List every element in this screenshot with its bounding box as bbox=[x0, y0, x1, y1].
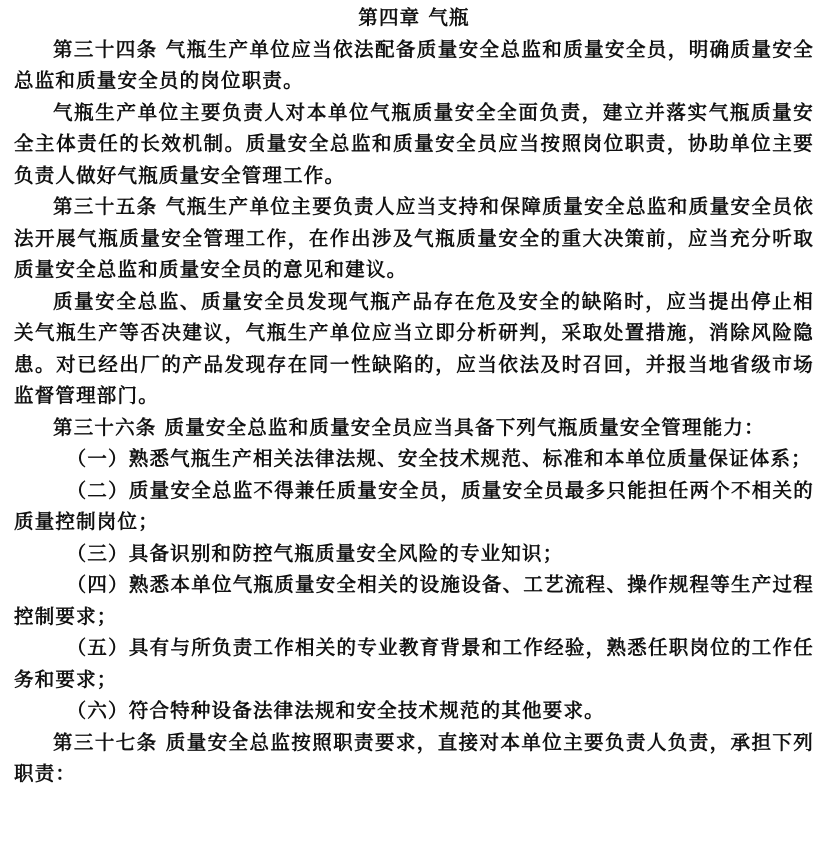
list-item: （三）具备识别和防控气瓶质量安全风险的专业知识； bbox=[66, 541, 564, 565]
article-35-paragraph: 第三十五条 气瓶生产单位主要负责人应当支持和保障质量安全总监和质量安全员依法开展气瓶质量安全管理工作，在作出涉及气瓶质量安全的重大决策前，应当充分听取质量安全总监和质量安全员的意见和建议。 bbox=[14, 195, 814, 281]
document-page bbox=[14, 0, 814, 790]
article-34-responsibility-paragraph: 气瓶生产单位主要负责人对本单位气瓶质量安全全面负责，建立并落实气瓶质量安全主体责任的长效机制。质量安全总监和质量安全员应当按照岗位职责，协助单位主要负责人做好气瓶质量安全管理工作。 bbox=[14, 100, 814, 187]
article-36-paragraph: 第三十六条 质量安全总监和质量安全员应当具备下列气瓶质量安全管理能力： bbox=[53, 415, 765, 439]
list-item: （六）符合特种设备法律法规和安全技术规范的其他要求。 bbox=[66, 699, 605, 722]
article-35-defect-paragraph: 质量安全总监、质量安全员发现气瓶产品存在危及安全的缺陷时，应当提出停止相关气瓶生产等否决建议，气瓶生产单位应当立即分析研判，采取处置措施，消除风险隐患。对已经出厂的产品发现存在同一性缺陷的，应当依法及时召回，并报当地省级市场监督管理部门。 bbox=[14, 289, 814, 407]
article-37-paragraph: 第三十七条 质量安全总监按照职责要求，直接对本单位主要负责人负责，承担下列职责： bbox=[14, 730, 814, 785]
chapter-title: 第四章 气瓶 bbox=[358, 6, 470, 29]
list-item: （一）熟悉气瓶生产相关法律法规、安全技术规范、标准和本单位质量保证体系； bbox=[66, 447, 812, 470]
list-item: （二）质量安全总监不得兼任质量安全员，质量安全员最多只能担任两个不相关的质量控制岗位； bbox=[14, 478, 814, 533]
list-item: （四）熟悉本单位气瓶质量安全相关的设施设备、工艺流程、操作规程等生产过程控制要求； bbox=[14, 573, 814, 628]
article-34-paragraph: 第三十四条 气瓶生产单位应当依法配备质量安全总监和质量安全员，明确质量安全总监和质量安全员的岗位职责。 bbox=[14, 37, 814, 92]
list-item: （五）具有与所负责工作相关的专业教育背景和工作经验，熟悉任职岗位的工作任务和要求； bbox=[14, 636, 814, 691]
